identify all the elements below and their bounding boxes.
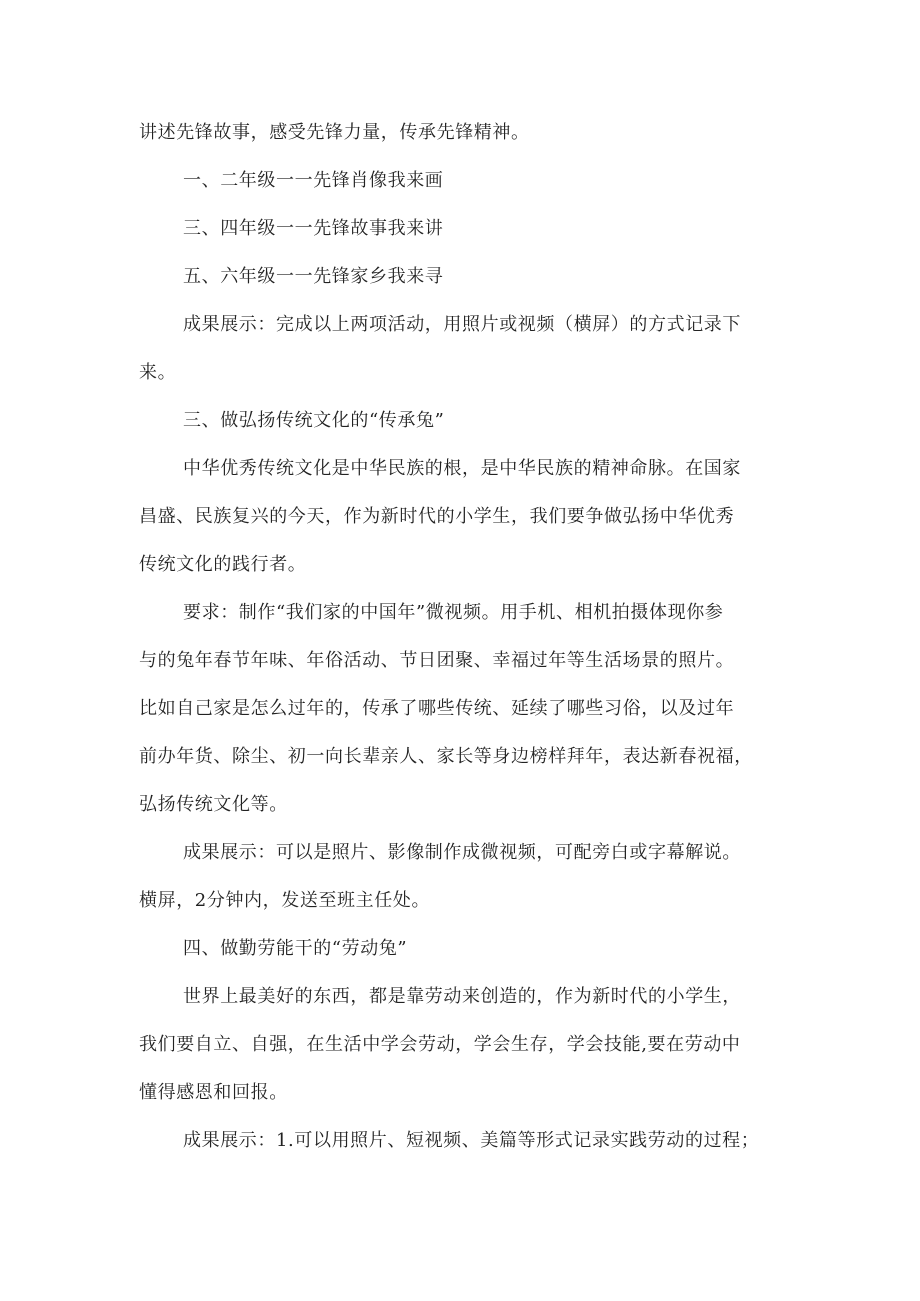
text-line: 弘扬传统文化等。 [139, 794, 288, 815]
text-line: 传统文化的践行者。 [139, 554, 307, 575]
text-line: 中华优秀传统文化是中华民族的根，是中华民族的精神命脉。在国家 [183, 458, 741, 479]
text-line: 五、六年级一一先锋家乡我来寻 [183, 266, 444, 287]
section-heading: 三、做弘扬传统文化的“传承兔” [183, 410, 445, 431]
text-line: 与的兔年春节年味、年俗活动、节日团聚、幸福过年等生活场景的照片。 [139, 650, 735, 671]
text-line: 成果展示：完成以上两项活动，用照片或视频（横屏）的方式记录下 [183, 314, 741, 335]
section-heading: 四、做勤劳能干的“劳动兔” [183, 938, 408, 959]
text-line: 一、二年级一一先锋肖像我来画 [183, 170, 444, 191]
text-line: 成果展示：1.可以用照片、短视频、美篇等形式记录实践劳动的过程； [183, 1130, 760, 1151]
text-line: 成果展示：可以是照片、影像制作成微视频，可配旁白或字幕解说。 [183, 842, 741, 863]
text-line: 昌盛、民族复兴的今天，作为新时代的小学生，我们要争做弘扬中华优秀 [139, 506, 735, 527]
text-line: 横屏，2分钟内，发送至班主任处。 [139, 890, 431, 911]
text-line: 前办年货、除尘、初一向长辈亲人、家长等身边榜样拜年，表达新春祝福， [139, 746, 753, 767]
text-line: 来。 [139, 362, 177, 383]
text-line: 懂得感恩和回报。 [139, 1082, 288, 1103]
text-line: 要求：制作“我们家的中国年”微视频。用手机、相机拍摄体现你参 [183, 602, 724, 623]
text-line: 我们要自立、自强，在生活中学会劳动，学会生存，学会技能,要在劳动中 [139, 1034, 741, 1055]
text-line: 比如自己家是怎么过年的，传承了哪些传统、延续了哪些习俗，以及过年 [139, 698, 735, 719]
text-line: 世界上最美好的东西，都是靠劳动来创造的，作为新时代的小学生， [183, 986, 741, 1007]
text-line: 三、四年级一一先锋故事我来讲 [183, 218, 444, 239]
text-line: 讲述先锋故事，感受先锋力量，传承先锋精神。 [139, 122, 530, 143]
